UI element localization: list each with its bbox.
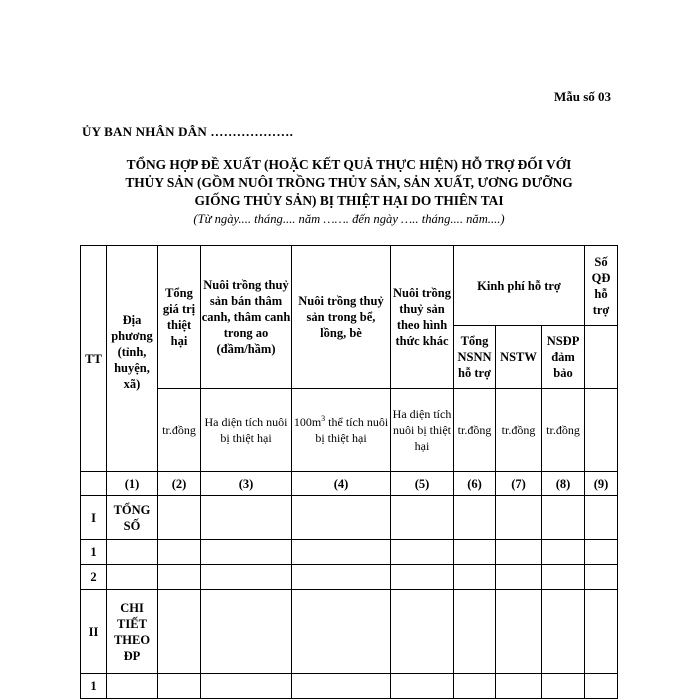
data-cell <box>542 590 585 674</box>
unit-tank-superscript: 3 <box>321 414 326 423</box>
header-tank-cage-raft: Nuôi trồng thuỷ sản trong bể, lồng, bè <box>292 246 391 389</box>
data-cell <box>158 496 201 540</box>
data-cell <box>201 565 292 590</box>
header-locality <box>107 246 158 496</box>
title-line: TỔNG HỢP ĐỀ XUẤT (HOẶC KẾT QUẢ THỰC HIỆN) HỖ TRỢ ĐỐI VỚI <box>126 157 572 172</box>
column-number-row <box>81 472 618 496</box>
data-cell <box>292 590 391 674</box>
column-number: (9) <box>585 472 618 496</box>
data-cell <box>585 565 618 590</box>
data-cell <box>391 565 454 590</box>
column-number: (4) <box>292 472 391 496</box>
data-cell <box>542 540 585 565</box>
column-number: (5) <box>391 472 454 496</box>
header-support-funding: Kinh phí hỗ trợ <box>454 246 585 326</box>
unit-local-budget: tr.đồng <box>542 389 585 472</box>
title-line: THỦY SẢN (GỒM NUÔI TRỒNG THỦY SẢN, SẢN XUẤT, ƯƠNG DƯỠNG <box>125 175 573 190</box>
header-row <box>81 246 618 326</box>
data-cell <box>454 565 496 590</box>
data-cell <box>158 540 201 565</box>
locality-text: Địa phương (tỉnh, huyện, xã) <box>111 313 153 391</box>
period-line: (Từ ngày.... tháng.... năm ……. đến ngày ….. tháng.... năm....) <box>193 212 505 226</box>
committee-line: ỦY BAN NHÂN DÂN ………………. <box>82 124 294 139</box>
data-cell <box>496 540 542 565</box>
table-row <box>81 565 618 590</box>
header-decision-no: Số QĐ hỗ trợ <box>585 246 618 326</box>
unit-tank-cage-raft <box>292 389 391 472</box>
column-number: (3) <box>201 472 292 496</box>
data-cell <box>542 674 585 699</box>
data-cell <box>391 674 454 699</box>
data-cell <box>158 590 201 674</box>
row-label <box>107 674 158 699</box>
table-row <box>81 674 618 699</box>
data-cell <box>496 496 542 540</box>
row-label <box>107 565 158 590</box>
data-cell <box>292 496 391 540</box>
data-cell <box>496 674 542 699</box>
data-cell <box>158 565 201 590</box>
data-cell <box>542 565 585 590</box>
data-cell <box>158 674 201 699</box>
data-cell <box>454 674 496 699</box>
data-cell <box>201 590 292 674</box>
table-row <box>81 496 618 540</box>
data-cell <box>391 590 454 674</box>
row-label <box>107 540 158 565</box>
data-cell <box>496 565 542 590</box>
column-number: (8) <box>542 472 585 496</box>
data-cell <box>391 496 454 540</box>
data-cell <box>585 540 618 565</box>
header-intensive: Nuôi trồng thuỷ sản bán thâm canh, thâm canh trong ao (đầm/hầm) <box>201 246 292 389</box>
empty-cell <box>585 389 618 472</box>
data-cell <box>292 540 391 565</box>
report-table <box>80 245 618 699</box>
data-cell <box>454 590 496 674</box>
table-row <box>81 540 618 565</box>
row-label: CHI TIẾT THEO ĐP <box>107 590 158 674</box>
units-row <box>81 389 618 472</box>
column-number: (2) <box>158 472 201 496</box>
data-cell <box>585 496 618 540</box>
header-total-state-budget: Tổng NSNN hỗ trợ <box>454 326 496 389</box>
header-tt: TT <box>81 246 107 472</box>
row-label: TỔNG SỐ <box>107 496 158 540</box>
data-cell <box>585 674 618 699</box>
unit-tank-suffix: thể tích nuôi bị thiệt hại <box>315 415 389 445</box>
unit-total-state-budget: tr.đồng <box>454 389 496 472</box>
data-cell <box>542 496 585 540</box>
title-line: GIỐNG THỦY SẢN) BỊ THIỆT HẠI DO THIÊN TAI <box>194 193 504 208</box>
header-local-budget: NSĐP đảm bảo <box>542 326 585 389</box>
data-cell <box>201 674 292 699</box>
column-number: (1) <box>124 477 140 491</box>
unit-central-budget: tr.đồng <box>496 389 542 472</box>
row-tt: 2 <box>81 565 107 590</box>
row-tt: 1 <box>81 540 107 565</box>
header-central-budget: NSTW <box>496 326 542 389</box>
empty-cell <box>81 472 107 496</box>
empty-cell <box>585 326 618 389</box>
data-cell <box>201 540 292 565</box>
table-row <box>81 590 618 674</box>
locality-divider <box>107 471 157 472</box>
unit-intensive: Ha diện tích nuôi bị thiệt hại <box>201 389 292 472</box>
unit-other-forms: Ha diện tích nuôi bị thiệt hại <box>391 389 454 472</box>
data-cell <box>292 565 391 590</box>
data-cell <box>585 590 618 674</box>
header-total-damage: Tổng giá trị thiệt hại <box>158 246 201 389</box>
row-tt: II <box>81 590 107 674</box>
data-cell <box>292 674 391 699</box>
header-other-forms: Nuôi trồng thuỷ sản theo hình thức khác <box>391 246 454 389</box>
data-cell <box>454 540 496 565</box>
data-cell <box>391 540 454 565</box>
column-number: (6) <box>454 472 496 496</box>
row-tt: I <box>81 496 107 540</box>
unit-total-damage: tr.đồng <box>158 389 201 472</box>
form-number: Mẫu số 03 <box>554 89 612 104</box>
row-tt: 1 <box>81 674 107 699</box>
data-cell <box>454 496 496 540</box>
data-cell <box>496 590 542 674</box>
data-cell <box>201 496 292 540</box>
unit-tank-prefix: 100m <box>293 415 322 429</box>
document-title <box>82 156 616 210</box>
column-number: (7) <box>496 472 542 496</box>
